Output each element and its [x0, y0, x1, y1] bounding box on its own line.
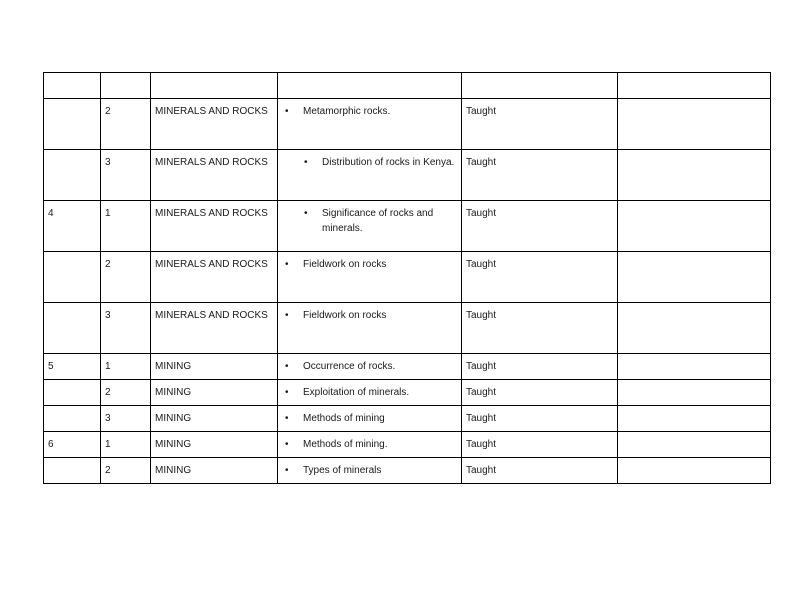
- lesson-cell: 3: [101, 406, 151, 432]
- bullet-icon: •: [285, 413, 289, 424]
- subtopic-cell: [278, 99, 462, 150]
- subtopic-text: Methods of mining: [303, 413, 385, 424]
- topic-cell: MINERALS AND ROCKS: [151, 150, 278, 201]
- bullet-icon: •: [285, 106, 289, 117]
- lesson-cell: 2: [101, 99, 151, 150]
- subtopic-text: Occurrence of rocks.: [303, 361, 396, 372]
- scheme-of-work-table: [43, 72, 771, 484]
- week-cell: [44, 99, 101, 150]
- header-cell-status: [462, 73, 618, 99]
- lesson-cell: 1: [101, 432, 151, 458]
- table-header-row: [44, 73, 771, 99]
- bullet-icon: •: [304, 157, 308, 168]
- subtopic-text: Methods of mining.: [303, 439, 388, 450]
- topic-cell: MINING: [151, 380, 278, 406]
- lesson-cell: 3: [101, 303, 151, 354]
- subtopic-text: Significance of rocks and minerals.: [322, 208, 434, 234]
- remarks-cell: [618, 354, 771, 380]
- week-cell: [44, 150, 101, 201]
- remarks-cell: [618, 201, 771, 252]
- remarks-cell: [618, 380, 771, 406]
- bullet-icon: •: [285, 259, 289, 270]
- table-row: [44, 201, 771, 252]
- topic-cell: MINING: [151, 406, 278, 432]
- week-cell: [44, 380, 101, 406]
- status-cell: Taught: [462, 354, 618, 380]
- topic-cell: MINERALS AND ROCKS: [151, 252, 278, 303]
- subtopic-text: Distribution of rocks in Kenya.: [322, 157, 455, 168]
- status-cell: Taught: [462, 380, 618, 406]
- topic-cell: MINING: [151, 354, 278, 380]
- subtopic-cell: [278, 458, 462, 484]
- lesson-cell: 2: [101, 380, 151, 406]
- subtopic-cell: [278, 150, 462, 201]
- week-cell: 5: [44, 354, 101, 380]
- remarks-cell: [618, 150, 771, 201]
- subtopic-cell: [278, 406, 462, 432]
- status-cell: Taught: [462, 432, 618, 458]
- subtopic-text: Fieldwork on rocks: [303, 259, 387, 270]
- lesson-cell: 1: [101, 354, 151, 380]
- week-cell: 4: [44, 201, 101, 252]
- lesson-cell: 2: [101, 458, 151, 484]
- status-cell: Taught: [462, 458, 618, 484]
- subtopic-cell: [278, 380, 462, 406]
- week-cell: [44, 406, 101, 432]
- lesson-cell: 1: [101, 201, 151, 252]
- table-row: [44, 380, 771, 406]
- topic-cell: MINERALS AND ROCKS: [151, 201, 278, 252]
- header-cell-topic: [151, 73, 278, 99]
- subtopic-cell: [278, 432, 462, 458]
- header-cell-week: [44, 73, 101, 99]
- status-cell: Taught: [462, 201, 618, 252]
- remarks-cell: [618, 303, 771, 354]
- header-cell-subtopic: [278, 73, 462, 99]
- status-cell: Taught: [462, 303, 618, 354]
- subtopic-cell: [278, 201, 462, 252]
- subtopic-text: Metamorphic rocks.: [303, 106, 391, 117]
- bullet-icon: •: [285, 387, 289, 398]
- subtopic-cell: [278, 354, 462, 380]
- subtopic-cell: [278, 252, 462, 303]
- bullet-icon: •: [285, 361, 289, 372]
- status-cell: Taught: [462, 99, 618, 150]
- lesson-cell: 2: [101, 252, 151, 303]
- lesson-cell: 3: [101, 150, 151, 201]
- subtopic-text: Exploitation of minerals.: [303, 387, 410, 398]
- remarks-cell: [618, 458, 771, 484]
- remarks-cell: [618, 406, 771, 432]
- week-cell: [44, 458, 101, 484]
- table-row: [44, 99, 771, 150]
- remarks-cell: [618, 432, 771, 458]
- table-row: [44, 252, 771, 303]
- week-cell: [44, 252, 101, 303]
- topic-cell: MINING: [151, 458, 278, 484]
- week-cell: [44, 303, 101, 354]
- bullet-icon: •: [285, 439, 289, 450]
- table-row: [44, 432, 771, 458]
- bullet-icon: •: [304, 208, 308, 219]
- bullet-icon: •: [285, 465, 289, 476]
- status-cell: Taught: [462, 150, 618, 201]
- remarks-cell: [618, 252, 771, 303]
- table-row: [44, 150, 771, 201]
- remarks-cell: [618, 99, 771, 150]
- subtopic-text: Fieldwork on rocks: [303, 310, 387, 321]
- table-row: [44, 303, 771, 354]
- week-cell: 6: [44, 432, 101, 458]
- topic-cell: MINING: [151, 432, 278, 458]
- subtopic-text: Types of minerals: [303, 465, 382, 476]
- table-row: [44, 406, 771, 432]
- table-row: [44, 354, 771, 380]
- bullet-icon: •: [285, 310, 289, 321]
- topic-cell: MINERALS AND ROCKS: [151, 99, 278, 150]
- table-row: [44, 458, 771, 484]
- topic-cell: MINERALS AND ROCKS: [151, 303, 278, 354]
- status-cell: Taught: [462, 252, 618, 303]
- header-cell-lesson: [101, 73, 151, 99]
- status-cell: Taught: [462, 406, 618, 432]
- header-cell-remarks: [618, 73, 771, 99]
- subtopic-cell: [278, 303, 462, 354]
